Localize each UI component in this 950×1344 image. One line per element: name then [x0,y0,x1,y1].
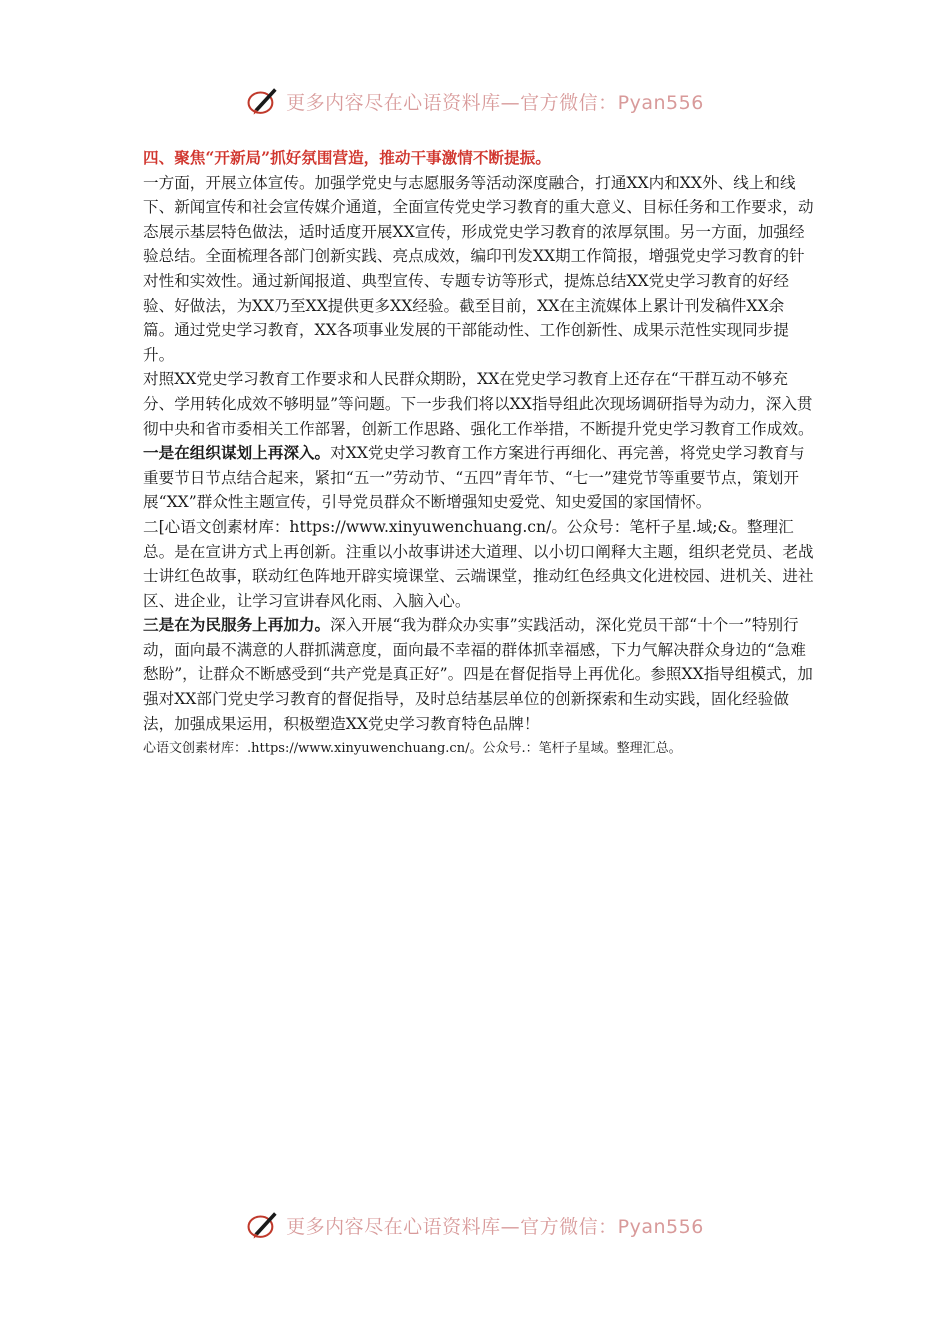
paragraph-2: 对照XX党史学习教育工作要求和人民群众期盼，XX在党史学习教育上还存在“干群互动不够充分、学用转化成效不够明显”等问题。下一步我们将以XX指导组此次现场调研指导为动力，深入贯彻中央和省市委相关工作部署，创新工作思路、强化工作举措，不断提升党史学习教育工作成效。 [143,370,814,438]
header-banner [0,84,950,118]
section-heading: 四、聚焦“开新局”抓好氛围营造，推动干事激情不断提振。 [143,148,551,167]
document-body [143,146,815,760]
paragraph-3-text: 对XX党史学习教育工作方案进行再细化、再完善，将党史学习教育与重要节日节点结合起来，紧扣“五一”劳动节、“五四”青年节、“七一”建党节等重要节点，策划开展“XX”群众性主题宣传，引导党员群众不断增强知史爱党、知史爱国的家国情怀。 [143,444,805,512]
banner-text: 更多内容尽在心语资料库—官方微信：Pyan556 [286,1215,704,1238]
paragraph-5 [143,613,815,736]
paragraph-5-lead: 三是在为民服务上再加力。 [143,615,331,635]
quill-pen-logo-icon [246,84,280,118]
paragraph-1: 一方面，开展立体宣传。加强学党史与志愿服务等活动深度融合，打通XX内和XX外、线上和线下、新闻宣传和社会宣传媒介通道，全面宣传党史学习教育的重大意义、目标任务和工作要求，动态展示基层特色做法，适时适度开展XX宣传，形成党史学习教育的浓厚氛围。另一方面，加强经验总结。全面梳理各部门创新实践、亮点成效，编印刊发XX期工作简报，增强党史学习教育的针对性和实效性。通过新闻报道、典型宣传、专题专访等形式，提炼总结XX党史学习教育的好经验、好做法，为XX乃至XX提供更多XX经验。截至目前，XX在主流媒体上累计刊发稿件XX余篇。通过党史学习教育，XX各项事业发展的干部能动性、工作创新性、成果示范性实现同步提升。 [143,173,814,364]
paragraph-3 [143,441,815,515]
banner-text: 更多内容尽在心语资料库—官方微信：Pyan556 [286,91,704,114]
source-note: 心语文创素材库：.https://www.xinyuwenchuang.cn/。公众号.：笔杆子星域。整理汇总。 [143,741,682,757]
paragraph-3-lead: 一是在组织谋划上再深入。 [143,443,331,463]
paragraph-4: 二[心语文创素材库：https://www.xinyuwenchuang.cn/。公众号：笔杆子星.域;&。整理汇总。是在宣讲方式上再创新。注重以小故事讲述大道理、以小切口阐释大主题，组织老党员、老战士讲红色故事，联动红色阵地开辟实境课堂、云端课堂，推动红色经典文化进校园、进机关、进社区、进企业，让学习宣讲春风化雨、入脑入心。 [143,517,814,610]
footer-banner [0,1208,950,1242]
paragraph-5-text: 深入开展“我为群众办实事”实践活动，深化党员干部“十个一”特别行动，面向最不满意的人群抓满意度，面向最不幸福的群体抓幸福感，下力气解决群众身边的“急难愁盼”，让群众不断感受到“共产党是真正好”。四是在督促指导上再优化。参照XX指导组模式，加强对XX部门党史学习教育的督促指导，及时总结基层单位的创新探索和生动实践，固化经验做法，加强成果运用，积极塑造XX党史学习教育特色品牌！ [143,616,813,733]
quill-pen-logo-icon [246,1208,280,1242]
